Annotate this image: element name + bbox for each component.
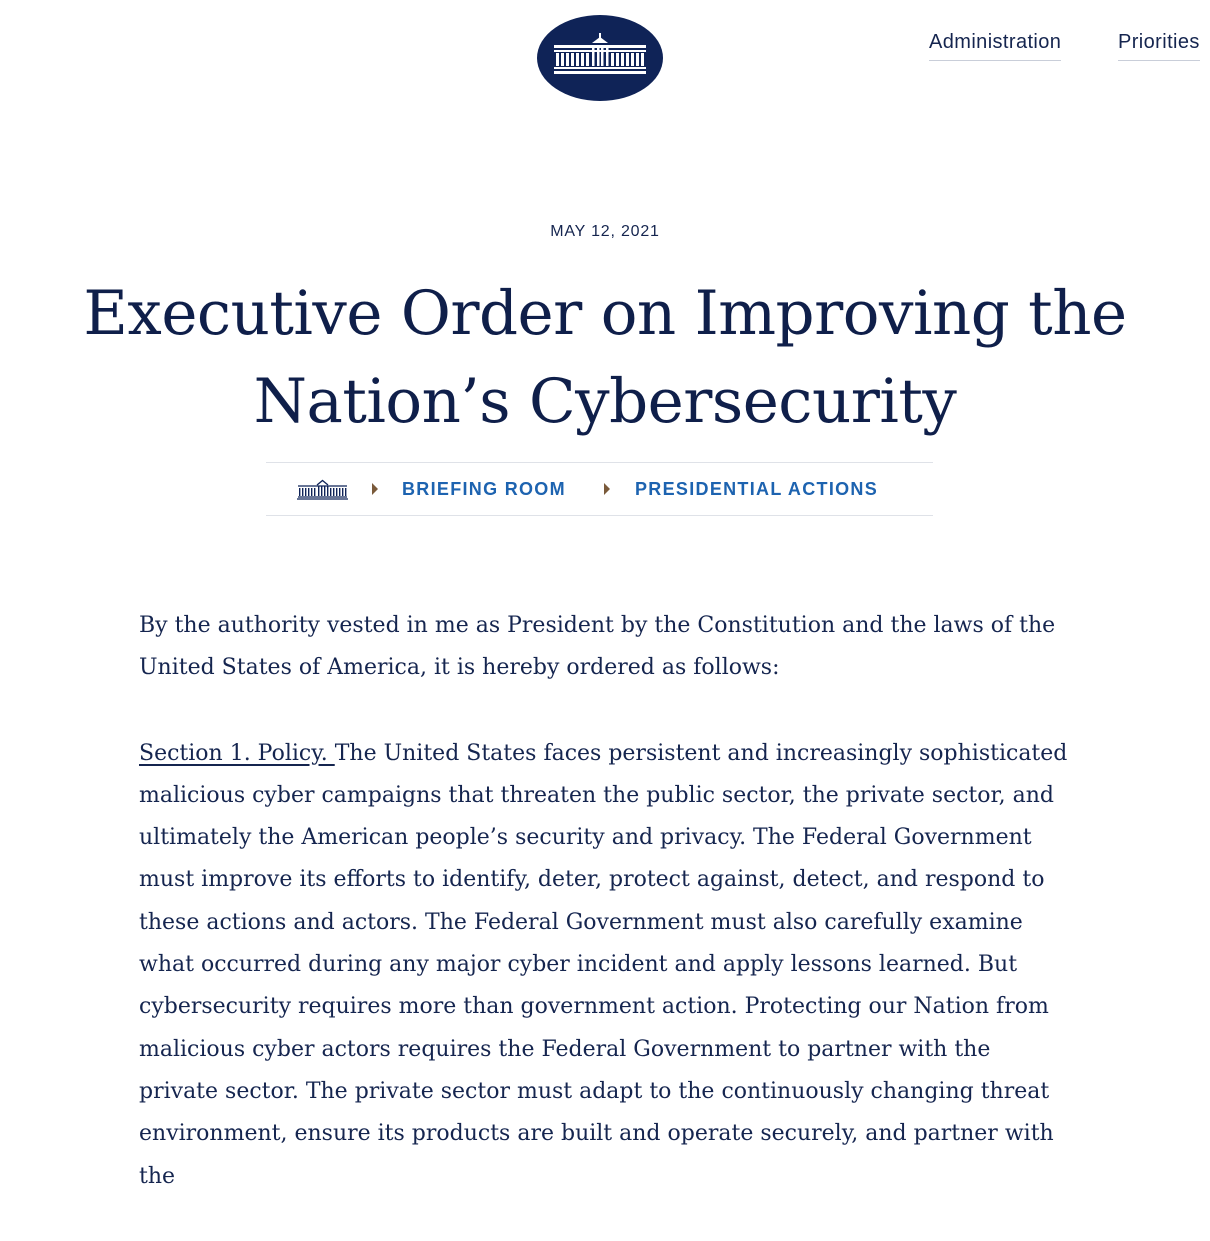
article-body — [139, 605, 1069, 1241]
breadcrumb-arrow-icon — [372, 483, 378, 495]
breadcrumb-briefing-room[interactable]: BRIEFING ROOM — [402, 479, 566, 499]
white-house-icon[interactable] — [297, 478, 348, 500]
breadcrumb-presidential-actions[interactable]: PRESIDENTIAL ACTIONS — [635, 479, 879, 499]
section-1-paragraph — [139, 733, 1069, 1198]
article-date: MAY 12, 2021 — [550, 223, 660, 240]
page-title: Executive Order on Improving the Nation’s Cybersecurity — [83, 278, 1127, 437]
nav-link-priorities[interactable]: Priorities — [1118, 30, 1200, 61]
breadcrumb — [266, 462, 933, 516]
breadcrumb-arrow-icon — [604, 483, 610, 495]
section-1-label: Section 1. Policy. — [139, 740, 335, 766]
nav-link-administration[interactable]: Administration — [929, 30, 1061, 61]
section-1-text: The United States faces persistent and increasingly sophisticated malicious cyber campaigns that threaten the public sector, the private sector, and ultimately the American people’s security and privacy. The Federal Government must improve its efforts to identify, deter, protect against, detect, and respond to these actions and actors. The Federal Government must also carefully examine what occurred during any major cyber incident and apply lessons learned. But cybersecurity requires more than government action. Protecting our Nation from malicious cyber actors requires the Federal Government to partner with the private sector. The private sector must adapt to the continuously changing threat environment, ensure its products are built and operate securely, and partner with the — [139, 740, 1068, 1189]
intro-paragraph: By the authority vested in me as President by the Constitution and the laws of the United States of America, it is hereby ordered as follows: — [139, 613, 1056, 681]
top-nav — [0, 30, 1210, 70]
